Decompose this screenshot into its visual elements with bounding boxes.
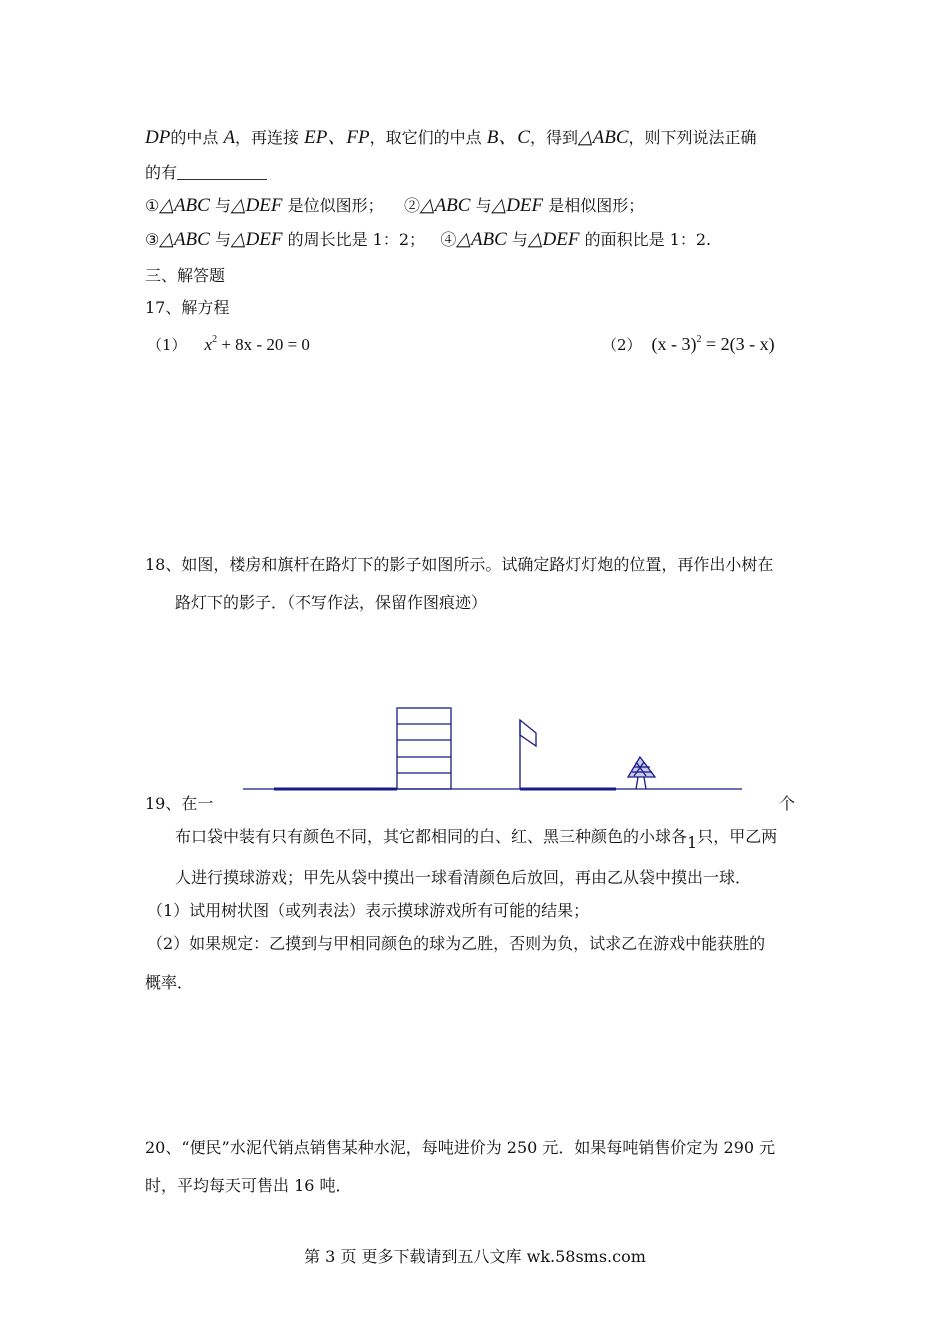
q16-text: ，得到 <box>529 128 578 147</box>
exponent: 2 <box>696 334 702 345</box>
q19-line2 <box>175 826 778 852</box>
option-text: 是相似图形； <box>548 196 645 215</box>
section-heading: 三、解答题 <box>145 266 226 285</box>
q16-text: ，则下列说法正确 <box>628 128 757 147</box>
tree <box>628 757 655 789</box>
triangle-def: △DEF <box>491 195 544 216</box>
q19-end: 个 <box>779 794 796 813</box>
q19-sub2a: （2）如果规定：乙摸到与甲相同颜色的球为乙胜，否则为负，试求乙在游戏中能获胜的 <box>147 934 766 953</box>
q16-triangle-abc: △ABC <box>578 127 629 148</box>
equation-part: (x - 3) <box>651 334 697 354</box>
triangle-abc: △ABC <box>159 229 210 250</box>
building <box>397 708 451 789</box>
q16-point-a: A <box>223 127 236 148</box>
q17-title: 17、解方程 <box>145 298 230 317</box>
q16-text: 的有 <box>145 163 178 182</box>
q20-line1: 20、“便民”水泥代销点销售某种水泥，每吨进价为 250 元．如果每吨销售价定为 290 元 <box>145 1138 776 1157</box>
option-text: 与 <box>214 230 231 249</box>
q19-line3: 人进行摸球游戏；甲先从袋中摸出一球看清颜色后放回，再由乙从袋中摸出一球． <box>175 868 752 887</box>
q18-line1: 18、如图，楼房和旗杆在路灯下的影子如图所示。试确定路灯灯炮的位置，再作出小树在 <box>145 555 774 574</box>
page-footer: 第 3 页 更多下载请到五八文库 wk.58sms.com <box>304 1247 646 1266</box>
q16-text: ，再连接 <box>235 128 300 147</box>
option-text: 是位似图形； <box>287 196 384 215</box>
equation-label: （2） <box>602 336 642 354</box>
q16-ep-fp: EP、FP <box>304 127 370 148</box>
q16-dp: DP <box>145 127 171 148</box>
triangle-abc: △ABC <box>456 229 507 250</box>
triangle-abc: △ABC <box>159 195 210 216</box>
option-number: ④ <box>440 230 457 249</box>
q19-text: 只，甲乙两 <box>697 827 778 846</box>
q19-sub2b: 概率． <box>145 973 194 992</box>
q19-text: 布口袋中装有只有颜色不同，其它都相同的白、红、黑三种颜色的小球各 <box>175 827 688 846</box>
q19-start: 19、在一 <box>145 794 214 813</box>
triangle-abc: △ABC <box>419 195 471 216</box>
q19-count: 1 <box>687 833 698 852</box>
option-text: 与 <box>475 196 492 215</box>
q19-sub1: （1）试用树状图（或列表法）表示摸球游戏所有可能的结果； <box>147 901 590 920</box>
flagpole <box>520 720 536 789</box>
option-number: ② <box>403 196 420 215</box>
option-number: ③ <box>145 230 160 249</box>
triangle-def: △DEF <box>230 195 283 216</box>
triangle-def: △DEF <box>230 229 283 250</box>
equation-label: （1） <box>147 336 187 354</box>
option-text: 的周长比是 1：2； <box>287 230 426 249</box>
option-text: 的面积比是 1：2. <box>584 230 712 249</box>
triangle-def: △DEF <box>527 229 580 250</box>
option-number: ① <box>145 196 160 215</box>
q16-text: 的中点 <box>170 128 219 147</box>
variable-x: x <box>204 335 213 354</box>
q20-line2: 时，平均每天可售出 16 吨． <box>145 1176 352 1195</box>
q16-points-bc: B、C <box>486 127 530 148</box>
option-text: 与 <box>214 196 231 215</box>
option-text: 与 <box>511 230 528 249</box>
q18-line2: 路灯下的影子．（不写作法，保留作图痕迹） <box>175 593 488 612</box>
q16-text: ，取它们的中点 <box>369 128 482 147</box>
equation-rest: + 8x - 20 = 0 <box>217 335 310 354</box>
exponent: 2 <box>212 334 218 345</box>
equation-rest: = 2(3 - x) <box>701 334 775 354</box>
